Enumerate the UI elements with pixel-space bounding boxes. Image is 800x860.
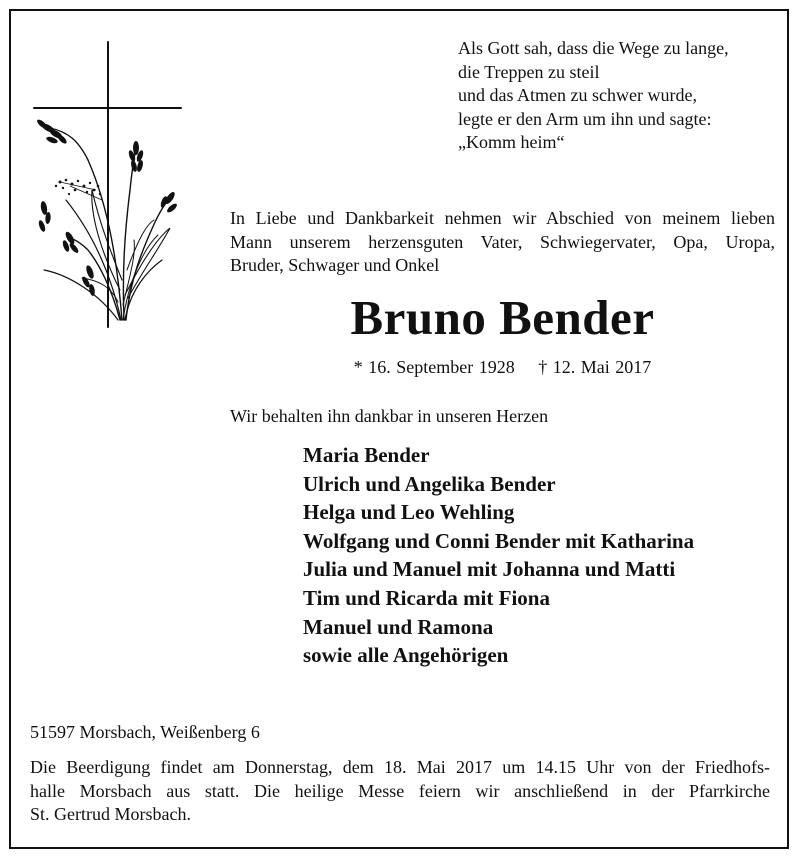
death-date: † 12. Mai 2017 bbox=[538, 357, 652, 377]
family-member: Julia und Manuel mit Johanna und Matti bbox=[303, 557, 676, 582]
intro-line: Bruder, Schwager und Onkel bbox=[230, 255, 440, 275]
funeral-line: halle Morsbach aus statt. Die heilige Messe feiern wir anschließend in der Pfarrkirche bbox=[30, 780, 770, 801]
deceased-name: Bruno Bender bbox=[350, 290, 655, 345]
address: 51597 Morsbach, Weißenberg 6 bbox=[30, 722, 260, 742]
family-member: Manuel und Ramona bbox=[303, 614, 494, 639]
poem-line: Als Gott sah, dass die Wege zu lange, bbox=[458, 38, 729, 58]
family-member: Ulrich und Angelika Bender bbox=[303, 471, 556, 496]
funeral-line: St. Gertrud Morsbach. bbox=[30, 804, 191, 824]
poem-line: legte er den Arm um ihn und sagte: bbox=[458, 108, 712, 129]
family-member: Wolfgang und Conni Bender mit Katharina bbox=[303, 528, 695, 553]
poem-line: „Komm heim“ bbox=[458, 132, 565, 152]
poem bbox=[458, 37, 729, 155]
intro-line: In Liebe und Dankbarkeit nehmen wir Abschied von meinem lieben bbox=[230, 208, 775, 228]
intro-line: Mann unserem herzensguten Vater, Schwiegervater, Opa, Uropa, bbox=[230, 231, 775, 252]
farewell-intro bbox=[230, 207, 775, 278]
poem-line: und das Atmen zu schwer wurde, bbox=[458, 85, 697, 105]
funeral-details bbox=[30, 756, 770, 827]
cross-with-wheat-icon bbox=[30, 40, 190, 330]
family-member: Helga und Leo Wehling bbox=[303, 500, 515, 525]
family-list bbox=[303, 441, 694, 670]
family-member: sowie alle Angehörigen bbox=[303, 643, 509, 668]
birth-date: * 16. September 1928 bbox=[353, 357, 515, 377]
funeral-line: Die Beerdigung findet am Donnerstag, dem 18. Mai 2017 um 14.15 Uhr von der Friedhofs- bbox=[30, 757, 770, 777]
life-dates bbox=[230, 355, 775, 379]
family-member: Tim und Ricarda mit Fiona bbox=[303, 585, 550, 610]
poem-line: die Treppen zu steil bbox=[458, 61, 600, 82]
remembrance-text: Wir behalten ihn dankbar in unseren Herzen bbox=[230, 406, 549, 426]
family-member: Maria Bender bbox=[303, 443, 430, 467]
